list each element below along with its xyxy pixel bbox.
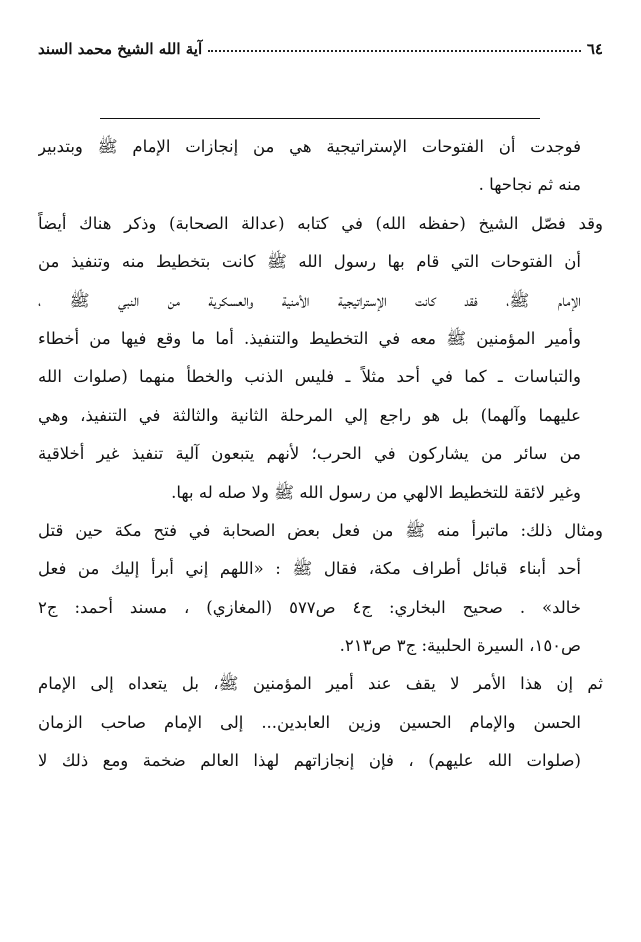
text-line: عليهما وآلهما) بل هو راجع إلي المرحلة الثانية والثالثة في التنفيذ، وهي bbox=[38, 405, 581, 425]
text-line: ثم إن هذا الأمر لا يقف عند أمير المؤمنين ﷺ، بل يتعداه إلى الإمام bbox=[38, 674, 603, 694]
page-number: ٦٤ bbox=[586, 40, 603, 58]
footnote-text bbox=[38, 128, 603, 781]
text-line: (صلوات الله عليهم) ، فإن إنجازاتهم لهذا العالم ضخمة ومع ذلك لا bbox=[38, 751, 581, 771]
running-header bbox=[38, 28, 603, 58]
text-line: فوجدت أن الفتوحات الإستراتيجية هي من إنجازات الإمام ﷺ وبتدبير bbox=[38, 137, 581, 156]
header-dot-leader bbox=[208, 49, 581, 52]
text-line: الإمام ﷺ، فقد كانت الإستراتيجية الأمنية والعسكرية من النبي ﷺ ، bbox=[38, 290, 581, 310]
text-line: من سائر من يشاركون في الحرب؛ لأنهم يتبعون آلية تنفيذ غير أخلاقية bbox=[38, 444, 581, 464]
text-line: أحد أبناء قبائل أطراف مكة، فقال ﷺ : «اللهم إني أبرأ إليك من فعل bbox=[38, 559, 581, 579]
text-line: الحسن والإمام الحسين وزين العابدين... إلى الإمام صاحب الزمان bbox=[38, 712, 581, 732]
text-line: وقد فصّل الشيخ (حفظه الله) في كتابه (عدالة الصحابة) وذكر هناك أيضاً bbox=[38, 213, 603, 233]
text-line: منه ثم نجاحها . bbox=[478, 175, 581, 195]
text-line: أن الفتوحات التي قام بها رسول الله ﷺ كانت بتخطيط منه وتنفيذ من bbox=[38, 252, 581, 272]
text-line: والتباسات ـ كما في أحد مثلاً ـ فليس الذنب والخطأ منهما (صلوات الله bbox=[38, 367, 581, 387]
text-line: وأمير المؤمنين ﷺ معه في التخطيط والتنفيذ. أما ما وقع فيها من أخطاء bbox=[38, 328, 581, 348]
text-line: خالد» . صحيح البخاري: ج٤ ص٥٧٧ (المغازي) ، مسند أحمد: ج٢ bbox=[38, 597, 581, 617]
text-line: وغير لائقة للتخطيط الالهي من رسول الله ﷺ ولا صله له بها. bbox=[171, 482, 581, 502]
footnote-separator bbox=[100, 118, 540, 119]
running-title: آية الله الشيخ محمد السند bbox=[38, 40, 203, 58]
text-line: ومثال ذلك: ماتبرأ منه ﷺ من فعل بعض الصحابة في فتح مكة حين قتل bbox=[38, 520, 603, 540]
text-line: ص١٥٠، السيرة الحلبية: ج٣ ص٢١٣. bbox=[339, 636, 581, 656]
